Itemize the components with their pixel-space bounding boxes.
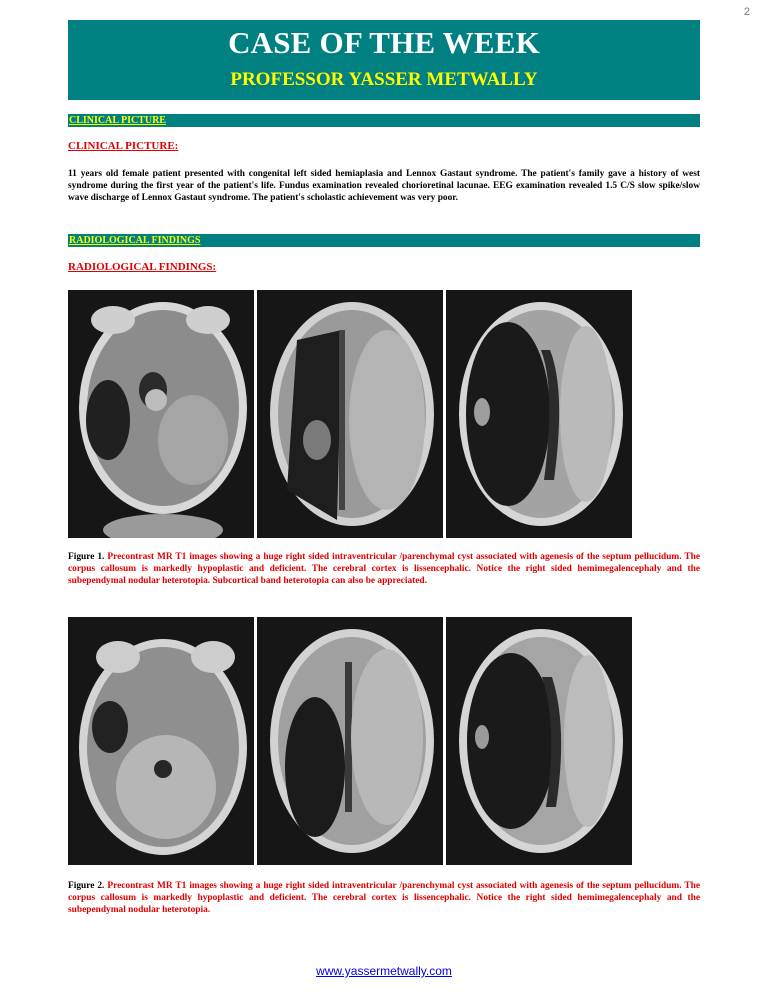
radiological-findings-heading: RADIOLOGICAL FINDINGS: (68, 261, 217, 273)
page-number: 2 (743, 6, 750, 18)
figure-2-caption-text: Precontrast MR T1 images showing a huge right sided intraventricular /parenchymal cyst associated with agenesis of the septum pellucidum. The corpus callosum is markedly hypoplastic and deficient. The cerebral cortex is lissencephalic. Notice the right sided hemimegalencephaly and the subependymal nodular heterotopia. (68, 881, 701, 916)
figure-1-label: Figure 1. (68, 552, 105, 562)
website-link[interactable]: www.yassermetwally.com (316, 964, 452, 978)
figure-2-caption (68, 880, 700, 917)
clinical-picture-bar: CLINICAL PICTURE (68, 114, 700, 127)
figure-1-caption-text: Precontrast MR T1 images showing a huge right sided intraventricular /parenchymal cyst associated with agenesis of the septum pellucidum. The corpus callosum is markedly hypoplastic and deficient. The cerebral cortex is lissencephalic. Notice the right sided hemimegalencephaly and the subependymal nodular heterotopia. Subcortical band heterotopia can also be appreciated. (68, 552, 701, 587)
figure-1-caption (68, 551, 700, 588)
figure-1-images (68, 290, 632, 538)
figure-1-mri-image-3 (446, 290, 632, 538)
banner-title: CASE OF THE WEEK (228, 25, 540, 60)
clinical-picture-heading: CLINICAL PICTURE: (68, 140, 179, 152)
title-banner (68, 20, 700, 100)
radiological-findings-bar: RADIOLOGICAL FINDINGS (68, 234, 700, 247)
figure-2-mri-image-2 (257, 617, 443, 865)
figure-2-mri-image-3 (446, 617, 632, 865)
figure-1-mri-image-2 (257, 290, 443, 538)
figure-1-mri-image-1 (68, 290, 254, 538)
banner-subtitle: PROFESSOR YASSER METWALLY (230, 69, 538, 90)
figure-2-label: Figure 2. (68, 881, 105, 891)
figure-2-mri-image-1 (68, 617, 254, 865)
clinical-picture-text: 11 years old female patient presented with congenital left sided hemiaplasia and Lennox Gastaut syndrome. The patient's family gave a history of west syndrome during the first year of the patient's life. Fundus examination revealed chorioretinal lacunae. EEG examination revealed 1.5 C/S slow spike/slow wave discharge of Lennox Gastaut syndrome. The patient's scholastic achievement was very poor. (68, 169, 700, 204)
footer (0, 962, 768, 980)
figure-2-images (68, 617, 632, 865)
